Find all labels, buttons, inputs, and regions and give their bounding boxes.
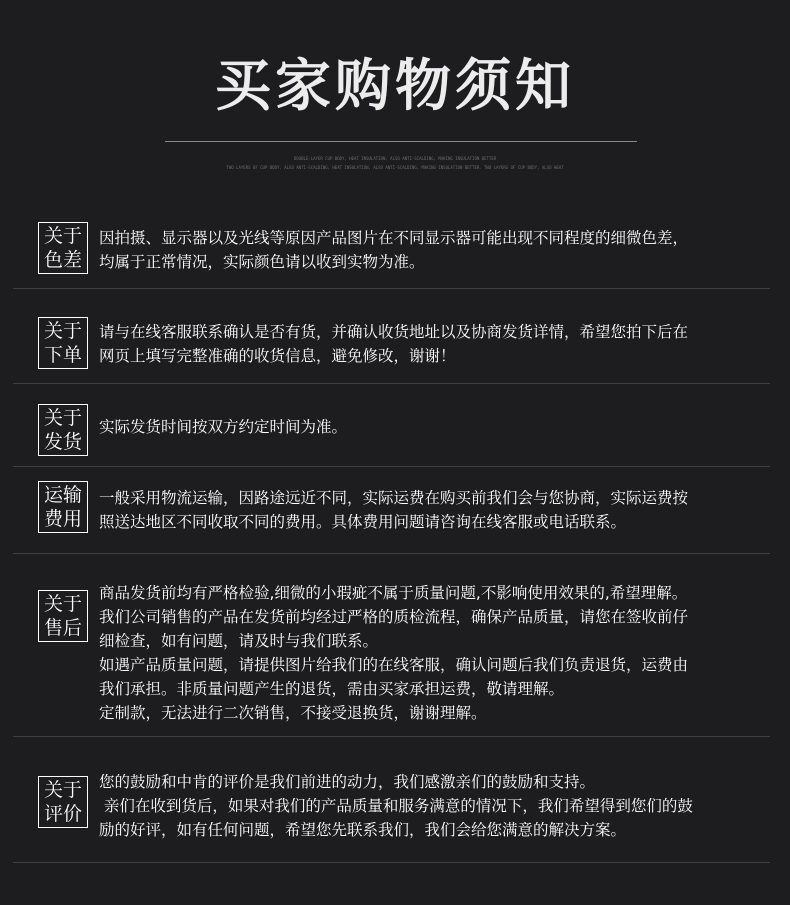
text-line: 均属于正常情况，实际颜色请以收到实物为准。 [99,253,425,271]
section-text-color-difference [99,226,759,274]
label-line-2: 发货 [43,431,82,453]
section-label-after-sales [38,590,88,642]
label-line-2: 下单 [43,344,82,366]
text-line: 您的鼓励和中肯的评价是我们前进的动力，我们感激亲们的鼓励和支持。 [99,773,596,791]
text-line: 商品发货前均有严格检验,细微的小瑕疵不属于质量问题,不影响使用效果的,希望理解。 [99,584,688,602]
label-line-1: 运输 [43,484,82,506]
label-line-1: 关于 [43,407,82,429]
section-label-shipping [38,404,88,456]
title-divider [165,141,637,142]
page-title: 买家购物须知 [215,54,575,119]
label-line-1: 关于 [43,320,82,342]
text-line: 一般采用物流运输，因路途远近不同，实际运费在购买前我们会与您协商，实际运费按 [99,489,689,507]
text-line: 定制款，无法进行二次销售，不接受退换货，谢谢理解。 [99,704,487,722]
label-line-1: 关于 [43,593,82,615]
label-line-1: 关于 [43,225,82,247]
text-line: 网页上填写完整准确的收货信息，避免修改，谢谢！ [99,347,456,365]
section-divider [13,862,770,863]
section-label-color-difference [38,222,88,274]
label-line-2: 色差 [43,249,82,271]
text-line: 我们公司销售的产品在发货前均经过严格的质检流程，确保产品质量，请您在签收前仔 [99,608,689,626]
text-line: 实际发货时间按双方约定时间为准。 [99,418,348,436]
section-label-freight-cost [38,481,88,533]
section-label-ordering [38,317,88,369]
section-divider [13,553,770,554]
section-divider [13,288,770,289]
section-divider [13,736,770,737]
text-line: 如遇产品质量问题，请提供图片给我们的在线客服，确认问题后我们负责退货，运费由 [99,656,689,674]
decorative-caption-line-2: TWO LAYERS OF CUP BODY, ALSO ANTI-SCALDING, HEAT INSULATION, ALSO ANTI-SCALDING, MAKING INSULATION BETTER. TWO LAYERS OF CUP BODY, ALSO HEAT [226,165,564,170]
section-text-ordering [99,320,759,368]
text-line: 励的好评，如有任何问题，希望您先联系我们，我们会给您满意的解决方案。 [99,821,627,839]
section-text-reviews [99,770,759,842]
text-line: 亲们在收到货后，如果对我们的产品质量和服务满意的情况下，我们希望得到您们的鼓 [99,797,693,815]
text-line: 照送达地区不同收取不同的费用。具体费用问题请咨询在线客服或电话联系。 [99,513,627,531]
section-label-reviews [38,776,88,828]
text-line: 因拍摄、显示器以及光线等原因产品图片在不同显示器可能出现不同程度的细微色差， [99,229,689,247]
section-divider [13,466,770,467]
text-line: 我们承担。非质量问题产生的退货，需由买家承担运费，敬请理解。 [99,680,565,698]
section-text-after-sales [99,581,759,725]
section-text-freight-cost [99,486,759,534]
text-line: 细检查，如有问题，请及时与我们联系。 [99,632,379,650]
label-line-1: 关于 [43,779,82,801]
section-text-shipping [99,415,759,439]
text-line: 请与在线客服联系确认是否有货，并确认收货地址以及协商发货详情，希望您拍下后在 [99,323,689,341]
label-line-2: 评价 [43,803,82,825]
section-divider [13,383,770,384]
label-line-2: 费用 [43,508,82,530]
decorative-caption-line-1: DOUBLE-LAYER CUP BODY, HEAT INSULATION, ALSO ANTI-SCALDING, MAKING INSULATION BETTER [293,156,497,161]
label-line-2: 售后 [43,617,82,639]
